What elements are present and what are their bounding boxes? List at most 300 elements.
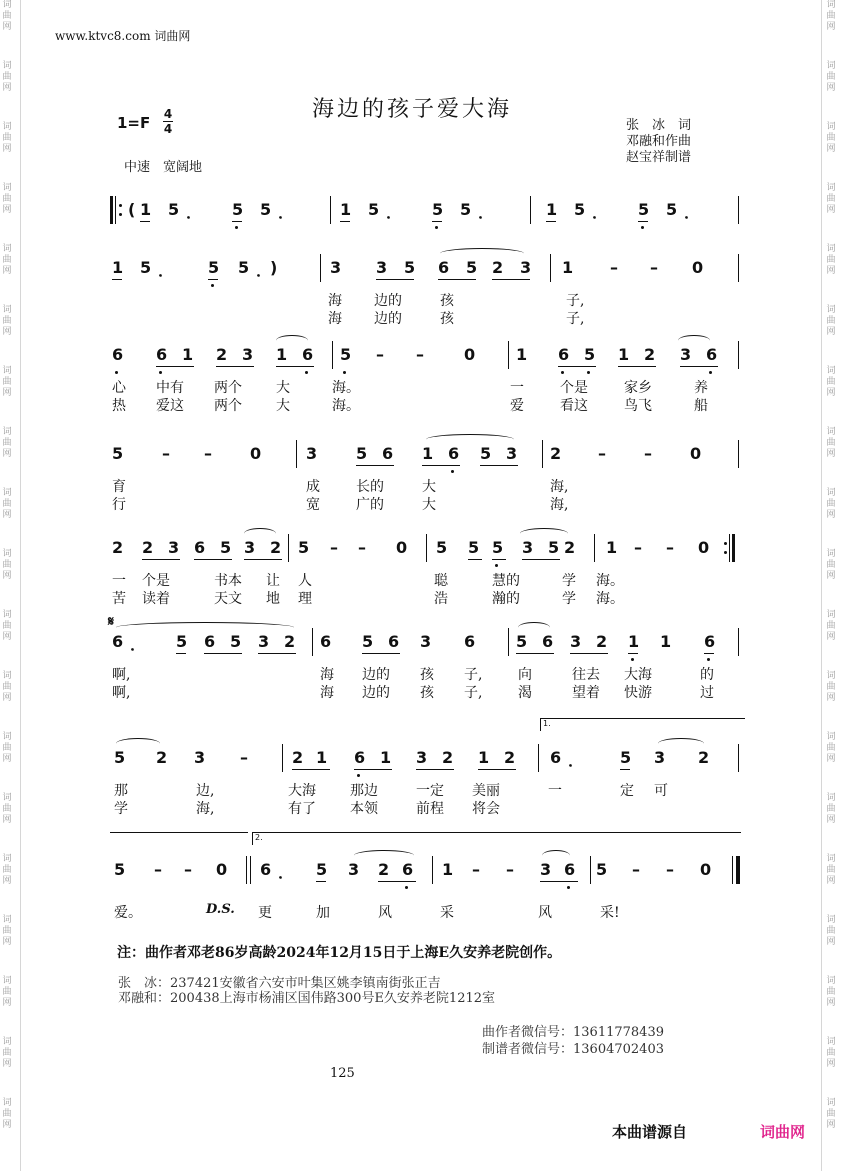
watermark-text: 词 曲 网 [2,1037,12,1069]
underline [208,279,218,280]
note: ) [270,258,278,277]
underline [376,279,414,280]
note: 5 [114,748,126,767]
bar-line [288,534,289,562]
lyric: 啊, [112,685,131,701]
note: 2 [156,748,168,767]
brand-link[interactable]: 词曲网 [760,1123,806,1141]
watermark-text: 词 曲 网 [826,1037,836,1069]
note: 1 [660,632,672,651]
note: 6 [438,258,450,277]
note: 5 [436,538,448,557]
dash-note: – [162,444,170,463]
lyric: 个是 [142,573,170,589]
note: 2 [270,538,282,557]
note: 2 [378,860,390,879]
dash-note: – [416,345,424,364]
underline [216,366,254,367]
note: 5 [356,444,368,463]
underline [276,366,314,367]
lyric: 海 [328,293,342,309]
note: 5 [584,345,596,364]
lyric: 学 [562,573,576,589]
note: 1 [140,200,152,219]
note: 6 [382,444,394,463]
watermark-text: 词 曲 网 [826,1098,836,1130]
note: 6 [354,748,366,767]
note: 6 [448,444,460,463]
lyric: 家乡 [624,380,652,396]
lyric: 渴 [518,685,532,701]
lyric: 学 [114,801,128,817]
note: 3 [654,748,666,767]
lyric: 一 [510,380,524,396]
score-row [108,614,742,701]
lyric: 鸟飞 [624,398,652,414]
underline [142,559,180,560]
lyric: 本领 [350,801,378,817]
lyric: 理 [298,591,312,607]
lower-octave-dot [405,886,408,889]
watermark-text: 词 曲 网 [2,61,12,93]
watermark-text: 词 曲 网 [2,610,12,642]
note: 3 [420,632,432,651]
note: 3 [416,748,428,767]
note: 1 [442,860,454,879]
watermark-text: 词 曲 网 [2,488,12,520]
duration-dot: ． [568,751,585,770]
note: 2 [596,632,608,651]
duration-dot: ． [186,203,203,222]
note: 1 [380,748,392,767]
lyric: 风 [378,905,392,921]
lyric: 个是 [560,380,588,396]
lower-octave-dot [567,886,570,889]
watermark-text: 词 曲 网 [2,183,12,215]
dash-note: – [634,538,642,557]
note: 5 [404,258,416,277]
lyric: 往去 [572,667,600,683]
score-row [110,188,742,232]
bar-line [738,341,739,369]
note: 3 [258,632,270,651]
lyric: 海。 [332,380,360,396]
lower-octave-dot [561,371,564,374]
note: 2 [504,748,516,767]
underline [140,221,150,222]
underline [704,653,714,654]
note: 0 [464,345,476,364]
lyric: 大 [276,398,290,414]
note: 5 [368,200,380,219]
note: 3 [540,860,552,879]
note: 6 [302,345,314,364]
lyricist: 张 冰 词 [626,118,692,133]
lyric: 大 [422,497,436,513]
bar-line [738,440,739,468]
lyric: 美丽 [472,783,500,799]
note: 5 [220,538,232,557]
lyric: 海。 [332,398,360,414]
dash-note: – [376,345,384,364]
note: 3 [306,444,318,463]
wechat-transcriber: 制谱者微信号：13604702403 [482,1042,664,1057]
note: 3 [520,258,532,277]
underline [492,559,506,560]
note: 6 [706,345,718,364]
note: 6 [204,632,216,651]
dash-note: – [632,860,640,879]
watermark-text: 词 曲 网 [2,0,12,32]
note: 5 [480,444,492,463]
note: 5 [238,258,250,277]
dash-note: – [472,860,480,879]
lyric: 海。 [596,573,624,589]
right-margin-line [821,0,822,1171]
watermark-text: 词 曲 网 [2,854,12,886]
score-row [110,246,742,327]
watermark-text: 词 曲 网 [2,976,12,1008]
duration-dot: ． [278,203,295,222]
note: 5 [340,345,352,364]
note: 2 [142,538,154,557]
note: 0 [216,860,228,879]
lyric: 行 [112,497,126,513]
lyric: 爱 [510,398,524,414]
note: 3 [522,538,534,557]
lyric: 两个 [214,380,242,396]
underline [416,769,454,770]
bar-line [542,440,543,468]
underline [112,279,122,280]
watermark-text: 词 曲 网 [826,671,836,703]
watermark-text: 词 曲 网 [2,305,12,337]
note: 1 [182,345,194,364]
note: 3 [242,345,254,364]
note: 3 [376,258,388,277]
lyric: 一定 [416,783,444,799]
dash-note: – [240,748,248,767]
watermark-text: 词 曲 网 [826,122,836,154]
score-row [110,526,742,607]
lyric: 养 [694,380,708,396]
note: 5 [112,444,124,463]
note: 1 [478,748,490,767]
lyric: 更 [258,905,272,921]
watermark-text: 词 曲 网 [826,793,836,825]
first-ending: 1. [540,718,745,731]
watermark-text: 词 曲 网 [826,488,836,520]
note: ( [128,200,136,219]
repeat-end [724,534,733,562]
underline [558,366,596,367]
lyric: 采! [600,905,620,921]
lyric: 天文 [214,591,242,607]
left-margin-line [20,0,21,1171]
score-row [110,333,742,414]
dash-note: – [644,444,652,463]
lyric: 过 [700,685,714,701]
underline [638,221,648,222]
lyric: 大 [422,479,436,495]
lyric: 边的 [362,667,390,683]
underline [570,653,608,654]
note: 5 [548,538,560,557]
note: 6 [550,748,562,767]
dash-note: – [666,538,674,557]
bar-line [332,341,333,369]
lower-octave-dot [235,226,238,229]
watermark-text: 词 曲 网 [2,366,12,398]
lyric: 加 [316,905,330,921]
lyric: 那 [114,783,128,799]
note: 6 [564,860,576,879]
lyric: 孩 [440,293,454,309]
lyric: 将会 [472,801,500,817]
underline [680,366,718,367]
tempo-marking: 中速 宽阔地 [124,160,203,175]
lyric: 海 [328,311,342,327]
underline [432,221,442,222]
site-header[interactable]: www.ktvc8.com 词曲网 [55,29,191,43]
time-top: 4 [163,107,173,121]
note: 5 [596,860,608,879]
underline [480,465,518,466]
bar-line [330,196,331,224]
note: 5 [620,748,632,767]
note: 3 [330,258,342,277]
lower-octave-dot [451,470,454,473]
watermark-text: 词 曲 网 [2,732,12,764]
note: 2 [644,345,656,364]
dash-note: – [598,444,606,463]
composer: 邓融和作曲 [626,134,692,149]
note: 0 [690,444,702,463]
lower-octave-dot [343,371,346,374]
note: 3 [168,538,180,557]
underline [194,559,232,560]
note: 5 [666,200,678,219]
lyric: 望着 [572,685,600,701]
note: 2 [292,748,304,767]
lyric: 一 [548,783,562,799]
underline [492,279,530,280]
note: 5 [492,538,504,557]
lyric: 向 [518,667,532,683]
watermark-text: 词 曲 网 [2,915,12,947]
note: 5 [316,860,328,879]
note: 5 [208,258,220,277]
page-number: 125 [330,1066,355,1081]
duration-dot: ． [478,203,495,222]
wechat-composer: 曲作者微信号：13611778439 [482,1025,664,1040]
lyric: 子, [464,667,483,683]
lower-octave-dot [495,564,498,567]
lyric: 长的 [356,479,384,495]
bar-line [320,254,321,282]
right-watermark-strip [826,0,840,1171]
dash-note: – [506,860,514,879]
key-signature: 1=F [117,114,151,132]
underline [438,279,476,280]
song-title: 海边的孩子爱大海 [312,97,513,122]
note: 6 [320,632,332,651]
note: 6 [542,632,554,651]
lyric: 一 [112,573,126,589]
duration-dot: ． [684,203,701,222]
lyric: 边的 [374,311,402,327]
bar-line [594,534,595,562]
composition-note: 注：曲作者邓老86岁高龄2024年12月15日于上海E久安养老院创作。 [117,945,562,961]
note: 1 [316,748,328,767]
underline [258,653,296,654]
lyric: 海 [320,667,334,683]
lyric: 孩 [420,667,434,683]
note: 6 [194,538,206,557]
note: 2 [550,444,562,463]
note: 2 [112,538,124,557]
lyric: 海, [550,479,569,495]
note: 0 [250,444,262,463]
duration-dot: ． [158,261,175,280]
bar-line [432,856,433,884]
lyric: 学 [562,591,576,607]
dash-note: – [204,444,212,463]
lower-octave-dot [159,371,162,374]
note: 0 [692,258,704,277]
time-bottom: 4 [163,122,173,136]
note: 1 [276,345,288,364]
underline [546,221,556,222]
lyric: 那边 [350,783,378,799]
lyric: 育 [112,479,126,495]
lyric: 广的 [356,497,384,513]
lyric: 热 [112,398,126,414]
slur [426,434,514,445]
underline [468,559,482,560]
underline [620,769,630,770]
note: 0 [700,860,712,879]
watermark-text: 词 曲 网 [826,244,836,276]
watermark-text: 词 曲 网 [2,549,12,581]
lyric: 读着 [142,591,170,607]
bar-line [538,744,539,772]
lyric: 海。 [596,591,624,607]
watermark-text: 词 曲 网 [826,305,836,337]
note: 6 [112,345,124,364]
lyric: 看这 [560,398,588,414]
bar-line [738,744,739,772]
lyric: 子, [464,685,483,701]
bar-line [296,440,297,468]
lyric: 心 [112,380,126,396]
dash-note: – [610,258,618,277]
underline [478,769,516,770]
bar-line [738,254,739,282]
note: 1 [606,538,618,557]
lyric: 前程 [416,801,444,817]
lyric: 让 [266,573,280,589]
lyric: 爱。 [114,905,142,921]
underline [522,559,560,560]
bar-line [550,254,551,282]
watermark-text: 词 曲 网 [826,0,836,32]
lyric: 子, [566,293,585,309]
underline [362,653,400,654]
underline [422,465,460,466]
note: 3 [506,444,518,463]
underline [232,221,242,222]
watermark-text: 词 曲 网 [826,549,836,581]
lower-octave-dot [709,371,712,374]
lyric: 可 [654,783,668,799]
lyric: 大 [276,380,290,396]
wechat-block [482,1024,664,1058]
note: 6 [260,860,272,879]
watermark-text: 词 曲 网 [826,61,836,93]
note: 5 [516,632,528,651]
dash-note: – [184,860,192,879]
note: 3 [680,345,692,364]
underline [244,559,282,560]
lyric: 孩 [420,685,434,701]
lyric: 书本 [214,573,242,589]
lower-octave-dot [357,774,360,777]
note: 5 [432,200,444,219]
underline [292,769,330,770]
lyric: 浩 [434,591,448,607]
note: 2 [698,748,710,767]
note: 5 [232,200,244,219]
bar-line [312,628,313,656]
note: 1 [422,444,434,463]
note: 2 [284,632,296,651]
note: 0 [396,538,408,557]
note: 6 [704,632,716,651]
underline [540,881,578,882]
note: 6 [558,345,570,364]
watermark-text: 词 曲 网 [2,122,12,154]
lyric: 大海 [624,667,652,683]
note: 6 [464,632,476,651]
address-lyricist: 张 冰：237421安徽省六安市叶集区姚李镇南街张正吉 [118,976,441,991]
underline [316,881,326,882]
lyric: 边, [196,783,215,799]
note: 5 [460,200,472,219]
note: 5 [468,538,480,557]
note: 5 [260,200,272,219]
dash-note: – [666,860,674,879]
dash-note: – [650,258,658,277]
lyric: 宽 [306,497,320,513]
lyric: 中有 [156,380,184,396]
second-ending: 2. [252,832,741,845]
dal-segno-mark: D.S. [206,902,235,917]
watermark-text: 词 曲 网 [826,854,836,886]
underline [354,769,392,770]
watermark-text: 词 曲 网 [2,793,12,825]
note: 1 [340,200,352,219]
watermark-text: 词 曲 网 [826,732,836,764]
repeat-start [110,196,119,224]
note: 5 [176,632,188,651]
lyric: 爱这 [156,398,184,414]
underline [356,465,394,466]
note: 1 [618,345,630,364]
address-block [118,976,495,1006]
bar-line [508,628,509,656]
score-row [110,833,742,921]
